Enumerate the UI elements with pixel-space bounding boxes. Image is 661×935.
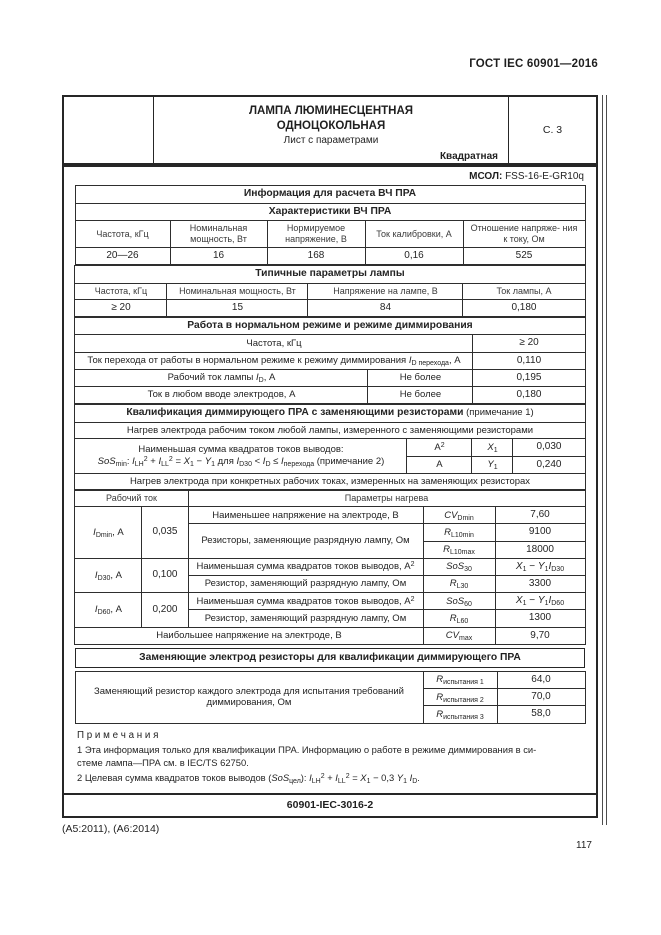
ballast-info-title: Информация для расчета ВЧ ПРА	[75, 186, 585, 204]
test-resistor-value: 64,0	[497, 672, 585, 689]
sos-line1: Наименьшая сумма квадратов токов выводов:	[138, 444, 344, 456]
notes-heading: П р и м е ч а н и я	[77, 729, 159, 741]
value-cell: 16	[170, 248, 267, 265]
value-cell: 168	[267, 248, 365, 265]
note-2: 2 Целевая сумма квадратов токов выводов (SoS$_{цел}$): $I_{LH}^2 + I_{LL}^2 = X_1 - 0,3$ $Y_1$ $I_D$.	[77, 772, 420, 786]
title-block-center	[154, 97, 508, 163]
heating-params-table	[74, 490, 585, 644]
title-block	[62, 95, 598, 165]
qualification-table	[74, 404, 585, 490]
column-header: Напряжение на лампе, В	[308, 283, 463, 299]
param-value: $X_1 - Y_1I_{D60}$	[495, 593, 585, 610]
column-header: Номинальная мощность, Вт	[170, 221, 267, 248]
param-symbol: $R_{L30}$	[423, 576, 495, 593]
value-cell: ≥ 20	[473, 335, 585, 352]
test-resistor-symbol: $R_{испытания 1}$	[423, 672, 497, 689]
row-label: Рабочий ток лампы $I_D$, А	[75, 369, 368, 386]
test-resistor-value: 70,0	[497, 689, 585, 706]
operation-table	[74, 317, 585, 404]
value-cell: ≥ 20	[75, 299, 167, 316]
page-margin-rule	[602, 95, 607, 825]
mcol-value: FSS-16-E-GR10q	[502, 171, 584, 182]
parameter-sheet-box	[62, 165, 598, 818]
row-label: Ток перехода от работы в нормальном режиме к режиму диммирования $I_{D перехода}$, А	[75, 352, 473, 369]
lamp-title-line1: ЛАМПА ЛЮМИНЕСЦЕНТНАЯ	[248, 105, 414, 117]
column-header: Частота, кГц	[75, 221, 170, 248]
heating-specific-row: Нагрев электрода при конкретных рабочих токах, измеренных на заменяющих резисторах	[75, 473, 585, 490]
heating-any-lamp-row: Нагрев электрода рабочим током любой лампы, измеренного с заменяющими резисторами	[75, 422, 585, 439]
value-cell: 0,180	[473, 387, 585, 404]
current-symbol: $I_{D60}$, А	[75, 593, 142, 627]
row-label: Частота, кГц	[75, 335, 473, 352]
value-cell: 84	[308, 299, 463, 316]
ballast-info-subtitle: Характеристики ВЧ ПРА	[75, 203, 585, 221]
lamp-params-table	[74, 265, 585, 317]
qualification-title	[75, 405, 585, 423]
param-desc: Резистор, заменяющий разрядную лампу, Ом	[188, 576, 423, 593]
lamp-title-line2: ОДНОЦОКОЛЬНАЯ	[276, 120, 386, 132]
work-current-header: Рабочий ток	[75, 491, 188, 507]
param-symbol: SoS$_{30}$	[423, 558, 495, 575]
amendments-note: (А5:2011), (А6:2014)	[62, 823, 160, 835]
value-cell: 0,180	[463, 299, 585, 316]
param-symbol: $R_{L10min}$	[423, 524, 495, 541]
sheet-number: С. 3	[508, 97, 596, 163]
sos-formula-cell	[75, 439, 407, 473]
param-symbol: $R_{L10max}$	[423, 541, 495, 558]
test-resistor-value: 58,0	[497, 706, 585, 723]
param-desc: Наименьшее напряжение на электроде, В	[188, 507, 423, 524]
unit-cell: А	[407, 456, 472, 473]
param-desc: Резистор, заменяющий разрядную лампу, Ом	[188, 610, 423, 627]
heating-params-header: Параметры нагрева	[188, 491, 585, 507]
notes-section	[77, 729, 583, 785]
param-value: 18000	[495, 541, 585, 558]
replacement-label: Заменяющий резистор каждого электрода для испытания требований диммирования, Ом	[75, 672, 423, 724]
current-symbol: $I_{D30}$, А	[75, 558, 142, 592]
param-value: 7,60	[495, 507, 585, 524]
value-cell: 0,16	[365, 248, 463, 265]
value-cell: 0,240	[513, 456, 585, 473]
param-value: $X_1 - Y_1I_{D30}$	[495, 558, 585, 575]
current-value: 0,100	[142, 558, 188, 592]
symbol-cell: $Y_1$	[472, 456, 513, 473]
unit-cell: $А^2$	[407, 439, 472, 456]
param-value: 3300	[495, 576, 585, 593]
sos-line2-formula: SoS$_{min}$: $I_{LH}^2 + I_{LL}^2 = X_1 - Y_1$ для $I_{D30} < I_D \le I_{перехода}$ (примечание 2)	[97, 456, 385, 469]
param-value: 1300	[495, 610, 585, 627]
column-header: Частота, кГц	[75, 283, 167, 299]
condition-cell: Не более	[368, 369, 473, 386]
ballast-info-table	[75, 185, 586, 265]
value-cell: 20—26	[75, 248, 170, 265]
title-block-empty-cell	[64, 97, 154, 163]
page-number: 117	[576, 840, 592, 851]
current-value: 0,035	[142, 507, 188, 559]
current-symbol: $I_{Dmin}$, А	[75, 507, 142, 559]
column-header: Номинальная мощность, Вт	[167, 283, 308, 299]
operation-title: Работа в нормальном режиме и режиме диммирования	[75, 317, 585, 335]
value-cell: 15	[167, 299, 308, 316]
replacement-table	[75, 671, 586, 724]
column-header: Ток лампы, А	[463, 283, 585, 299]
lamp-params-title: Типичные параметры лампы	[75, 266, 585, 284]
param-desc: Резисторы, заменяющие разрядную лампу, Ом	[188, 524, 423, 558]
max-voltage-label: Наибольшее напряжение на электроде, В	[75, 627, 423, 644]
mcol-code	[64, 167, 596, 185]
row-label: Ток в любом вводе электродов, А	[75, 387, 368, 404]
replacement-title: Заменяющие электрод резисторы для квалификации диммирующего ПРА	[75, 648, 585, 668]
column-header: Ток калибровки, А	[365, 221, 463, 248]
param-desc: Наименьшая сумма квадратов токов выводов, $А^2$	[188, 558, 423, 575]
lamp-data-sheet-number: 60901-IEC-3016-2	[64, 793, 596, 816]
mcol-label: МСОЛ:	[469, 171, 503, 182]
param-symbol: $R_{L60}$	[423, 610, 495, 627]
test-resistor-symbol: $R_{испытания 2}$	[423, 689, 497, 706]
condition-cell: Не более	[368, 387, 473, 404]
symbol-cell: $X_1$	[472, 439, 513, 456]
max-voltage-symbol: $CV_{max}$	[423, 627, 495, 644]
test-resistor-symbol: $R_{испытания 3}$	[423, 706, 497, 723]
note-1: 1 Эта информация только для квалификации ПРА. Информацию о работе в режиме диммирования в си- стеме лампа—ПРА см. в IEC/TS 62750.	[77, 743, 537, 768]
qualification-title-note: (примечание 1)	[463, 407, 534, 419]
value-cell: 0,030	[513, 439, 585, 456]
param-symbol: $CV_{Dmin}$	[423, 507, 495, 524]
value-cell: 525	[463, 248, 585, 265]
param-value: 9100	[495, 524, 585, 541]
current-value: 0,200	[142, 593, 188, 627]
standard-number: ГОСТ IEC 60901—2016	[469, 58, 598, 70]
column-header: Отношение напряже- ния к току, Ом	[463, 221, 585, 248]
sheet-subtitle: Лист с параметрами	[283, 135, 379, 146]
value-cell: 0,110	[473, 352, 585, 369]
column-header: Нормируемое напряжение, В	[267, 221, 365, 248]
lamp-shape: Квадратная	[439, 151, 498, 162]
param-symbol: SoS$_{60}$	[423, 593, 495, 610]
max-voltage-value: 9,70	[495, 627, 585, 644]
value-cell: 0,195	[473, 369, 585, 386]
param-desc: Наименьшая сумма квадратов токов выводов, $А^2$	[188, 593, 423, 610]
qualification-title-bold: Квалификация диммирующего ПРА с заменяющими резисторами	[126, 407, 464, 419]
